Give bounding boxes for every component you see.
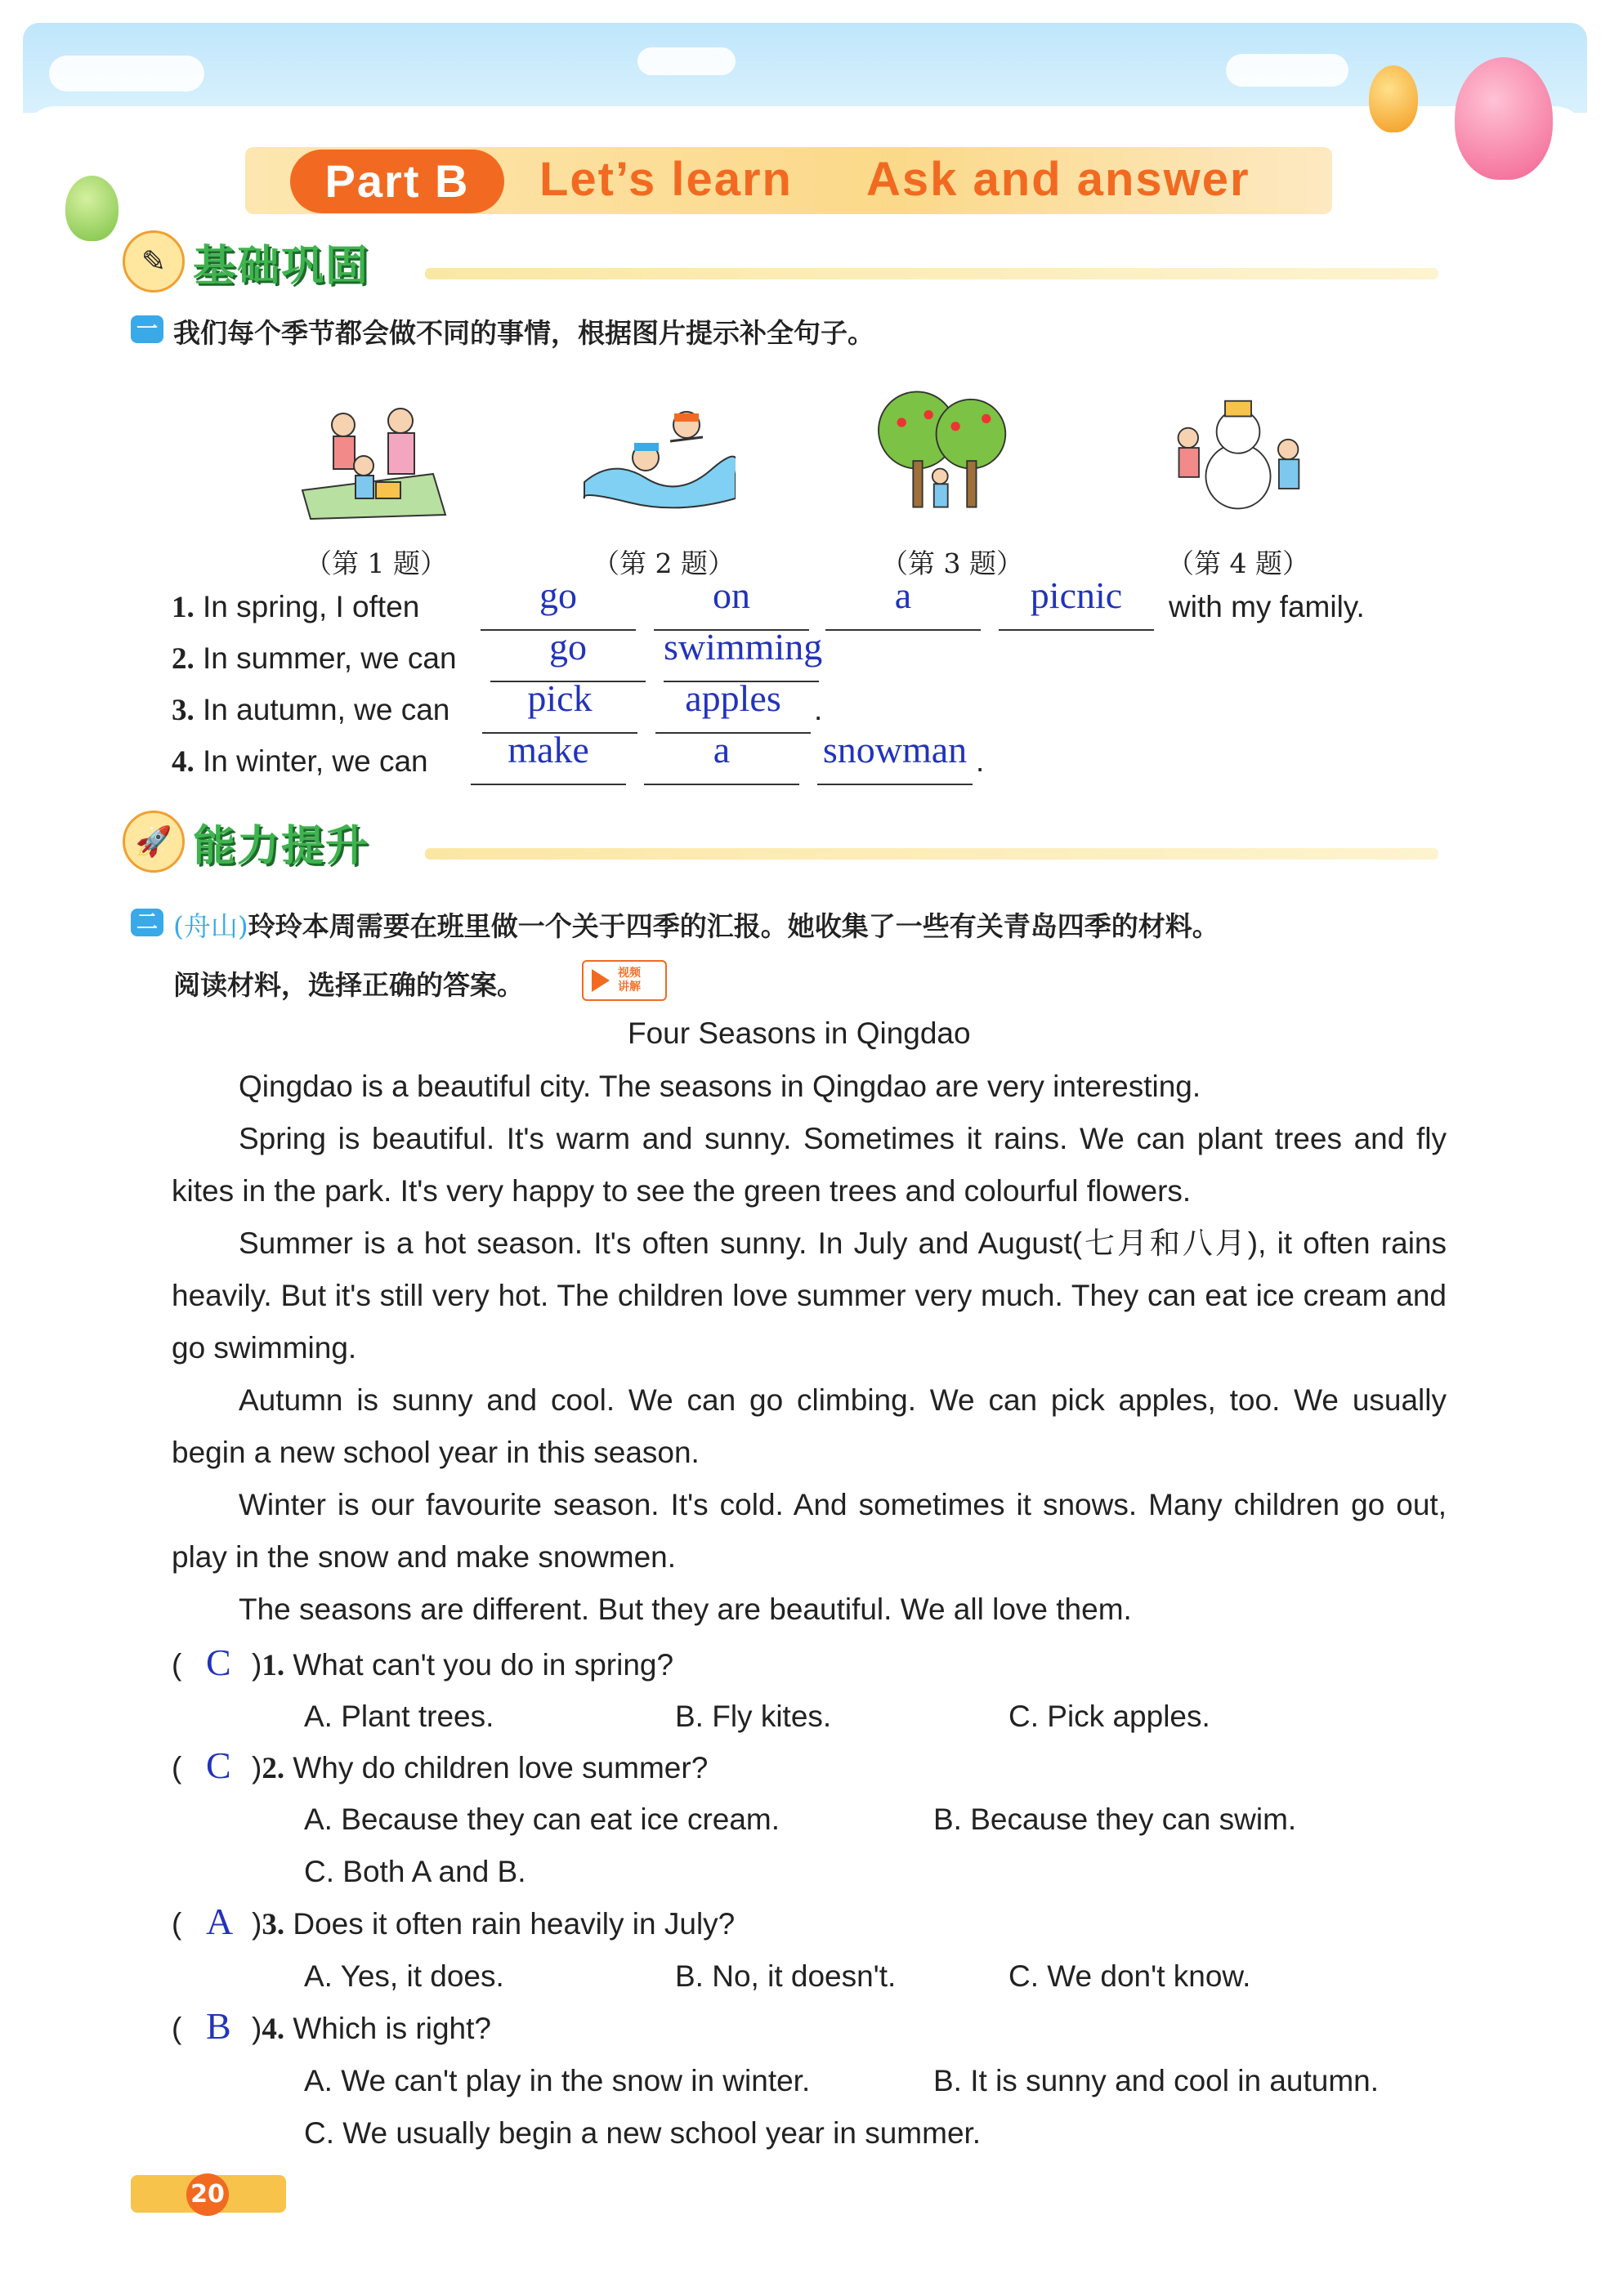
handwritten-answer: apples xyxy=(685,677,781,719)
option: A. We can't play in the snow in winter. xyxy=(304,2064,811,2097)
chosen-answer: A xyxy=(206,1901,234,1942)
sentence-prefix: In summer, we can xyxy=(203,641,457,675)
item-number: 2. xyxy=(172,642,195,676)
swimming-picture xyxy=(580,392,736,523)
picture-caption: （第 1 题） xyxy=(305,547,447,579)
question-bracket: ( xyxy=(172,1751,182,1785)
question-number: 2. xyxy=(262,1752,285,1785)
question-stem: )2. Why do children love summer? xyxy=(252,1751,709,1785)
chosen-answer: C xyxy=(206,1642,231,1683)
handwritten-answer: swimming xyxy=(664,626,823,668)
play-icon xyxy=(592,969,610,992)
question-text: Which is right? xyxy=(293,2012,491,2045)
handwritten-answer: go xyxy=(549,626,587,668)
question-bracket: ( xyxy=(172,1907,182,1941)
handwritten-answer: a xyxy=(894,574,912,616)
paragraph-text: Winter is our favourite season. It's cold. And sometimes it snows. Many children go out, play in the snow and make snowmen. xyxy=(172,1488,1447,1574)
sentence-suffix: with my family. xyxy=(1169,590,1365,623)
instruction-text: 我们每个季节都会做不同的事情，根据图片提示补全句子。 xyxy=(173,317,874,349)
video-explanation-button[interactable] xyxy=(582,960,667,1001)
section-divider xyxy=(425,268,1438,279)
cloud xyxy=(49,56,204,92)
item-number: 1. xyxy=(172,591,195,624)
page-number: 20 xyxy=(186,2173,229,2216)
title-lets-learn: Let’s learn xyxy=(539,153,793,206)
handwritten-answer: picnic xyxy=(1030,574,1123,616)
option: A. Because they can eat ice cream. xyxy=(304,1802,780,1836)
sentence-suffix: . xyxy=(814,693,823,726)
option: B. Because they can swim. xyxy=(933,1802,1297,1836)
passage-paragraph xyxy=(172,1061,1447,1113)
question-bracket: ( xyxy=(172,2012,182,2045)
question-stem: )1. What can't you do in spring? xyxy=(252,1648,674,1682)
passage-paragraph xyxy=(172,1217,1447,1374)
video-label: 视频讲解 xyxy=(618,967,641,994)
passage-title: Four Seasons in Qingdao xyxy=(628,1016,971,1050)
passage-paragraph xyxy=(172,1374,1447,1479)
sentence-prefix: In autumn, we can xyxy=(203,693,450,726)
section-divider xyxy=(425,848,1438,860)
handwritten-answer: make xyxy=(508,729,589,771)
question-number-badge: 二 xyxy=(131,909,163,936)
section-title: 基础巩固 xyxy=(193,241,370,291)
sentence-suffix: . xyxy=(976,744,985,778)
sentence-prefix: In winter, we can xyxy=(203,744,428,778)
question-text: Does it often rain heavily in July? xyxy=(293,1907,736,1941)
option: B. Fly kites. xyxy=(675,1700,832,1733)
rocket-icon: 🚀 xyxy=(123,811,185,873)
passage-paragraph xyxy=(172,1584,1447,1636)
item-number: 4. xyxy=(172,745,195,779)
sentence-item xyxy=(172,641,457,677)
cloud xyxy=(637,47,736,75)
question-stem: )3. Does it often rain heavily in July? xyxy=(252,1907,736,1941)
section-heading-advanced xyxy=(123,813,369,870)
option: A. Plant trees. xyxy=(304,1700,494,1733)
option: C. Pick apples. xyxy=(1008,1700,1210,1733)
hot-air-balloon-icon xyxy=(1455,57,1553,180)
question-text: Why do children love summer? xyxy=(293,1751,709,1785)
source-tag: (舟山) xyxy=(173,910,248,942)
sentence-item xyxy=(172,693,449,728)
item-number: 3. xyxy=(172,694,195,727)
handwritten-answer: go xyxy=(539,574,577,616)
question-number-badge: 一 xyxy=(131,315,163,343)
handwritten-answer: on xyxy=(713,574,750,616)
option: A. Yes, it does. xyxy=(304,1959,504,1993)
paragraph-text: Spring is beautiful. It's warm and sunny. Sometimes it rains. We can plant trees and fly kites in the park. It's very happy to see the green trees and colourful flowers. xyxy=(172,1122,1447,1208)
handwritten-answer: snowman xyxy=(822,729,968,771)
option: B. It is sunny and cool in autumn. xyxy=(933,2064,1380,2097)
sky-banner xyxy=(23,23,1587,113)
instruction-text: 阅读材料，选择正确的答案。 xyxy=(173,969,524,1001)
question-number: 4. xyxy=(262,2012,285,2046)
picnic-picture xyxy=(294,392,449,523)
option: B. No, it doesn't. xyxy=(675,1959,897,1993)
picture-caption: （第 2 题） xyxy=(593,547,735,579)
hot-air-balloon-icon xyxy=(65,176,119,241)
question-bracket: ( xyxy=(172,1648,182,1682)
apple-picking-picture xyxy=(866,384,1022,515)
question-stem: )4. Which is right? xyxy=(252,2012,491,2046)
question-number: 3. xyxy=(262,1908,285,1941)
cloud xyxy=(1226,54,1348,87)
option: C. We usually begin a new school year in summer. xyxy=(304,2116,982,2150)
handwritten-answer: a xyxy=(713,729,731,771)
snowman-picture xyxy=(1161,384,1316,515)
question-number: 1. xyxy=(262,1649,285,1682)
hot-air-balloon-icon xyxy=(1369,65,1418,132)
option: C. Both A and B. xyxy=(304,1855,526,1888)
paragraph-text: Summer is a hot season. It's often sunny. In July and August(七月和八月), it often rains heavily. But it's still very hot. The children love summer very much. They can eat ice cream and go swimming. xyxy=(172,1226,1447,1365)
option: C. We don't know. xyxy=(1008,1959,1251,1993)
passage-paragraph xyxy=(172,1479,1447,1584)
picture-caption: （第 3 题） xyxy=(881,547,1023,579)
paragraph-text: The seasons are different. But they are beautiful. We all love them. xyxy=(239,1592,1132,1626)
section-heading-basic xyxy=(123,233,369,290)
paragraph-text: Qingdao is a beautiful city. The seasons in Qingdao are very interesting. xyxy=(239,1070,1201,1103)
instruction-text xyxy=(173,905,1219,944)
sentence-prefix: In spring, I often xyxy=(203,590,420,623)
paragraph-text: Autumn is sunny and cool. We can go climbing. We can pick apples, too. We usually begin a new school year in this season. xyxy=(172,1383,1447,1469)
passage-paragraph xyxy=(172,1113,1447,1217)
sentence-item xyxy=(172,590,419,625)
chosen-answer: B xyxy=(206,2005,231,2047)
part-label: Part B xyxy=(290,150,504,213)
section-title: 能力提升 xyxy=(193,821,370,871)
instruction-line: 玲玲本周需要在班里做一个关于四季的汇报。她收集了一些有关青岛四季的材料。 xyxy=(248,910,1219,942)
handwritten-answer: pick xyxy=(527,677,593,719)
pencil-note-icon: ✎ xyxy=(123,230,185,293)
picture-caption: （第 4 题） xyxy=(1167,547,1309,579)
sentence-item xyxy=(172,744,428,779)
question-text: What can't you do in spring? xyxy=(293,1648,674,1682)
chosen-answer: C xyxy=(206,1744,231,1786)
title-ask-and-answer: Ask and answer xyxy=(866,153,1250,206)
